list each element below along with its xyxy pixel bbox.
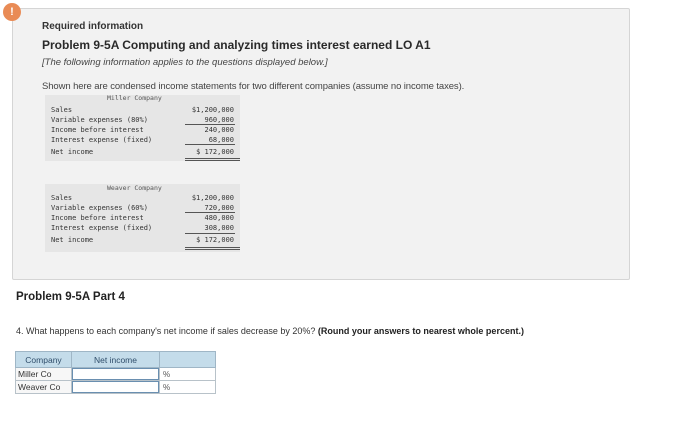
company-name: Weaver Company <box>107 184 162 192</box>
statement-row <box>51 105 234 115</box>
statement-row <box>51 213 234 223</box>
table-row <box>16 368 216 381</box>
problem-title: Problem 9-5A Computing and analyzing times interest earned LO A1 <box>42 38 431 52</box>
col-header-percent <box>160 352 216 368</box>
row-amount: 960,000 <box>204 116 234 124</box>
table-row <box>16 381 216 394</box>
row-amount: $1,200,000 <box>191 106 234 114</box>
part-title: Problem 9-5A Part 4 <box>16 291 125 303</box>
row-label: Interest expense (fixed) <box>51 224 153 232</box>
net-income-cell <box>72 381 160 394</box>
answer-table <box>15 351 216 394</box>
row-label: Interest expense (fixed) <box>51 136 153 144</box>
row-amount: $1,200,000 <box>191 194 234 202</box>
weaver-income-statement <box>51 184 240 256</box>
row-amount: 720,000 <box>204 204 234 212</box>
question-instruction: (Round your answers to nearest whole percent.) <box>317 326 524 336</box>
company-cell: Weaver Co <box>16 381 72 394</box>
percent-sign: % <box>160 381 216 394</box>
row-amount: 240,000 <box>204 126 234 134</box>
statement-row <box>51 193 234 203</box>
row-label: Sales <box>51 106 73 114</box>
info-note: [The following information applies to the questions displayed below.] <box>42 57 328 68</box>
row-label: Income before interest <box>51 126 144 134</box>
row-label: Sales <box>51 194 73 202</box>
row-label: Variable expenses (60%) <box>51 204 148 212</box>
percent-sign: % <box>160 368 216 381</box>
statement-row <box>51 235 234 245</box>
row-amount: 68,000 <box>208 136 234 144</box>
row-amount: 308,000 <box>204 224 234 232</box>
statement-row <box>51 125 234 135</box>
row-label: Income before interest <box>51 214 144 222</box>
double-underline <box>185 247 240 250</box>
statement-intro: Shown here are condensed income statements for two different companies (assume no income taxes). <box>42 81 465 92</box>
row-label: Net income <box>51 236 94 244</box>
statement-row <box>51 223 234 233</box>
company-cell: Miller Co <box>16 368 72 381</box>
row-amount: $ 172,000 <box>196 148 234 156</box>
net-income-cell <box>72 368 160 381</box>
row-amount: $ 172,000 <box>196 236 234 244</box>
double-underline <box>185 158 240 161</box>
col-header-net-income: Net income <box>72 352 160 368</box>
alert-icon: ! <box>3 3 21 21</box>
underline <box>185 144 235 145</box>
row-amount: 480,000 <box>204 214 234 222</box>
row-label: Net income <box>51 148 94 156</box>
row-label: Variable expenses (80%) <box>51 116 148 124</box>
question-body: 4. What happens to each company's net income if sales decrease by 20%? <box>16 326 316 336</box>
col-header-company: Company <box>16 352 72 368</box>
miller-income-statement <box>51 95 240 165</box>
underline <box>185 233 235 234</box>
company-name: Miller Company <box>107 94 162 102</box>
miller-net-income-input[interactable] <box>72 368 159 380</box>
weaver-net-income-input[interactable] <box>72 381 159 393</box>
statement-row <box>51 147 234 157</box>
required-information-label: Required information <box>42 21 144 32</box>
question-text <box>16 326 524 336</box>
